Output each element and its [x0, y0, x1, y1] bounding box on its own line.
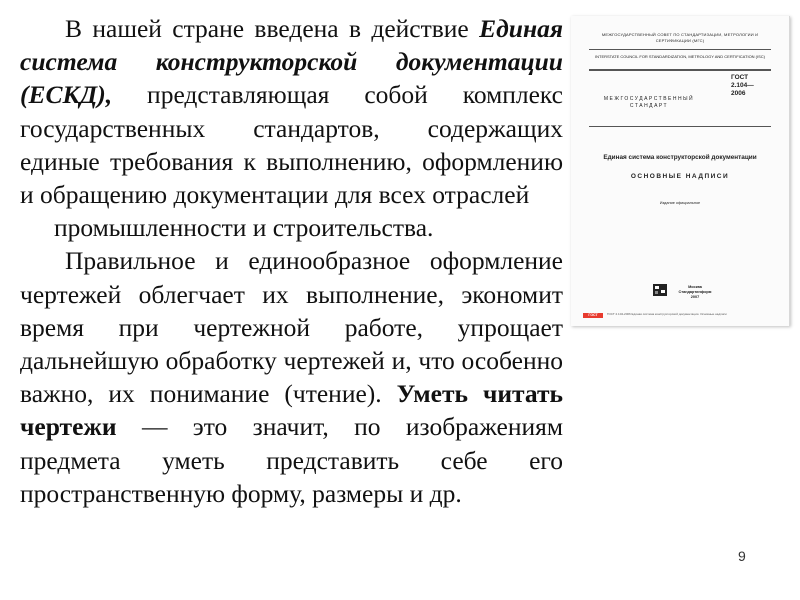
slide-text	[20, 12, 563, 510]
gost-cover-image	[571, 16, 790, 326]
gost-number	[731, 74, 781, 98]
paragraph2-body: Правильное и единообразное оформление чертежей облегчает их выполнение, экономит время при чертежной работе, упрощает дальнейшую обработку чертежей и, что особенно важно, их понимание (чтение).	[20, 246, 563, 409]
publisher-info	[675, 285, 715, 300]
gost-number-value: 2.104—	[731, 82, 754, 89]
read-drawings-emphasis: Уметь читать чертежи	[20, 379, 563, 442]
eskd-paragraph	[20, 12, 563, 244]
page-number: 9	[738, 548, 746, 564]
paragraph1-body: представляющая собой комплекс государственных стандартов, содержащих единые требования к выполнению, оформлению и обращению документации для всех отраслей	[20, 80, 563, 210]
edition-note: Издание официальное	[659, 201, 701, 205]
publisher-city: Москва	[688, 285, 702, 289]
standard-type-text: МЕЖГОСУДАРСТВЕННЫЙ СТАНДАРТ	[603, 96, 695, 109]
cover-divider	[589, 69, 771, 71]
footer-badge: ГОСТ	[583, 313, 603, 318]
cover-divider	[589, 49, 771, 50]
publisher-name: Стандартинформ	[678, 290, 712, 294]
paragraph2-tail: — это значит, по изображениям предмета уметь представить себе его пространственную форму, размеры и др.	[20, 412, 563, 508]
standartinform-logo-icon	[653, 284, 667, 296]
cover-divider	[589, 126, 771, 127]
cover-subtitle: ОСНОВНЫЕ НАДПИСИ	[630, 173, 730, 180]
gost-year: 2006	[731, 90, 746, 97]
gost-label: ГОСТ	[731, 74, 749, 81]
council-ru-text: МЕЖГОСУДАРСТВЕННЫЙ СОВЕТ ПО СТАНДАРТИЗАЦИИ, МЕТРОЛОГИИ И СЕРТИФИКАЦИИ (МГС)	[601, 32, 759, 43]
drawing-paragraph	[20, 244, 563, 510]
eskd-term: Единая система конструкторской документации (ЕСКД),	[20, 14, 563, 110]
cover-title: Единая система конструкторской документации	[603, 154, 757, 161]
council-en-text: INTERSTATE COUNCIL FOR STANDARDIZATION, METROLOGY AND CERTIFICATION (ISC)	[595, 54, 766, 59]
footer-note: ГОСТ 2.104-2006 Единая система конструкторской документации. Основные надписи	[607, 312, 727, 316]
paragraph1-tail: промышленности и строительства.	[54, 213, 434, 243]
paragraph1-lead: В нашей стране введена в действие	[65, 14, 480, 43]
publish-year: 2007	[690, 295, 700, 299]
